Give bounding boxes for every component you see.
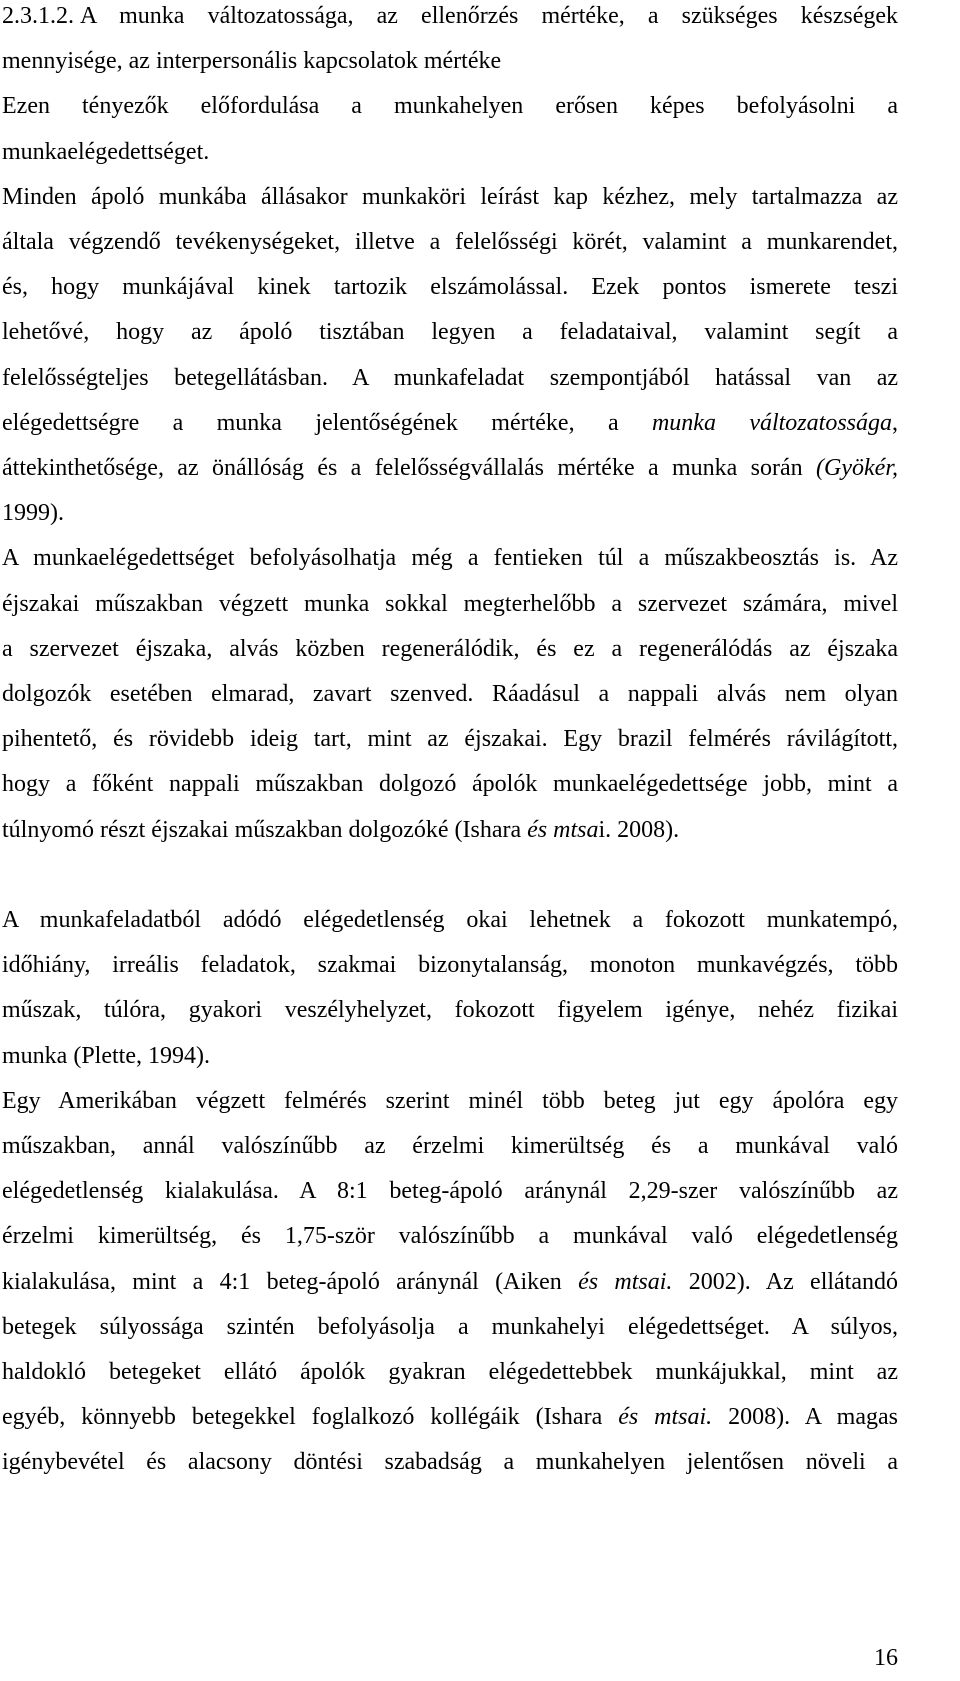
text-run: túlnyomó részt éjszakai műszakban dolgozóké (Ishara: [2, 816, 528, 843]
text-run: 2008). A magas: [712, 1404, 898, 1431]
italic-run: munka változatossága: [651, 409, 892, 436]
page-number: 16: [874, 1645, 898, 1671]
text-line: [2, 446, 898, 491]
section-heading: [2, 0, 898, 84]
paragraph-4: [2, 898, 898, 1079]
text-line: műszak, túlóra, gyakori veszélyhelyzet, fokozott figyelem igénye, nehéz fizikai: [2, 997, 898, 1024]
text-run: ,: [892, 409, 898, 436]
paragraph-2: [2, 175, 898, 537]
text-run: 2002). Az ellátandó: [672, 1268, 899, 1295]
text-run: elégedettségre a munka jelentőségének mértéke, a: [2, 409, 652, 436]
text-line: 1999).: [2, 500, 64, 527]
text-run: áttekinthetősége, az önállóság és a felelősségvállalás mértéke a munka során: [2, 455, 817, 482]
text-line: A munkaelégedettséget befolyásolhatja még a fentieken túl a műszakbeosztás is. Az: [2, 545, 898, 572]
text-line: a szervezet éjszaka, alvás közben regenerálódik, és ez a regenerálódás az éjszaka: [2, 635, 898, 662]
text-line: műszakban, annál valószínűbb az érzelmi kimerültség és a munkával való: [2, 1133, 898, 1160]
text-line: általa végzendő tevékenységeket, illetve a felelősségi körét, valamint a munkarendet,: [2, 229, 898, 256]
text-line: felelősségteljes betegellátásban. A munkafeladat szempontjából hatással van az: [2, 364, 898, 391]
text-run: i. 2008).: [598, 816, 680, 843]
text-line: [2, 808, 898, 853]
citation-italic: és mtsai.: [618, 1404, 713, 1431]
text-line: éjszakai műszakban végzett munka sokkal megterhelőbb a szervezet számára, mivel: [2, 590, 898, 617]
text-line: betegek súlyossága szintén befolyásolja a munkahelyi elégedettséget. A súlyos,: [2, 1313, 898, 1340]
citation-italic: (Gyökér,: [816, 455, 898, 482]
section-number: 2.3.1.2.: [2, 3, 74, 29]
text-line: A munkafeladatból adódó elégedetlenség okai lehetnek a fokozott munkatempó,: [2, 907, 898, 934]
text-line: Minden ápoló munkába állásakor munkaköri leírást kap kézhez, mely tartalmazza az: [2, 183, 898, 210]
text-line: lehetővé, hogy az ápoló tisztában legyen a feladataival, valamint segít a: [2, 319, 898, 346]
text-line: [2, 401, 898, 446]
text-line: érzelmi kimerültség, és 1,75-ször valószínűbb a munkával való elégedetlenség: [2, 1223, 898, 1250]
text-line: hogy a főként nappali műszakban dolgozó ápolók munkaelégedettsége jobb, mint a: [2, 771, 898, 798]
text-run: egyéb, könnyebb betegekkel foglalkozó kollégáik (Ishara: [2, 1404, 619, 1431]
text-line: Ezen tényezők előfordulása a munkahelyen erősen képes befolyásolni a: [2, 93, 898, 120]
text-line: haldokló betegeket ellátó ápolók gyakran elégedettebbek munkájukkal, mint az: [2, 1359, 898, 1386]
citation-italic: és mtsai.: [578, 1268, 673, 1295]
section-title-line-1: A munka változatossága, az ellenőrzés mértéke, a szükséges készségek: [80, 3, 898, 29]
body-text: [2, 0, 898, 1486]
text-line: [2, 1260, 898, 1305]
text-line: munka (Plette, 1994).: [2, 1042, 210, 1069]
citation-italic: és mtsa: [527, 816, 599, 843]
paragraph-5: [2, 1079, 898, 1486]
text-line: igénybevétel és alacsony döntési szabadság a munkahelyen jelentősen növeli a: [2, 1449, 898, 1476]
text-line: munkaelégedettséget.: [2, 138, 210, 165]
section-title-line-2: mennyisége, az interpersonális kapcsolatok mértéke: [2, 48, 502, 75]
text-run: kialakulása, mint a 4:1 beteg-ápoló aránynál (Aiken: [2, 1268, 579, 1295]
paragraph-gap: [2, 853, 898, 898]
paragraph-1: [2, 84, 898, 174]
text-line: [2, 1395, 898, 1440]
text-line: pihentető, és rövidebb ideig tart, mint az éjszakai. Egy brazil felmérés rávilágított,: [2, 726, 898, 753]
text-line: és, hogy munkájával kinek tartozik elszámolással. Ezek pontos ismerete teszi: [2, 274, 898, 301]
paragraph-3: [2, 536, 898, 852]
text-line: elégedetlenség kialakulása. A 8:1 beteg-ápoló aránynál 2,29-szer valószínűbb az: [2, 1178, 898, 1205]
text-line: dolgozók esetében elmarad, zavart szenved. Ráadásul a nappali alvás nem olyan: [2, 681, 898, 708]
text-line: időhiány, irreális feladatok, szakmai bizonytalanság, monoton munkavégzés, több: [2, 952, 898, 979]
text-line: Egy Amerikában végzett felmérés szerint minél több beteg jut egy ápolóra egy: [2, 1087, 898, 1114]
